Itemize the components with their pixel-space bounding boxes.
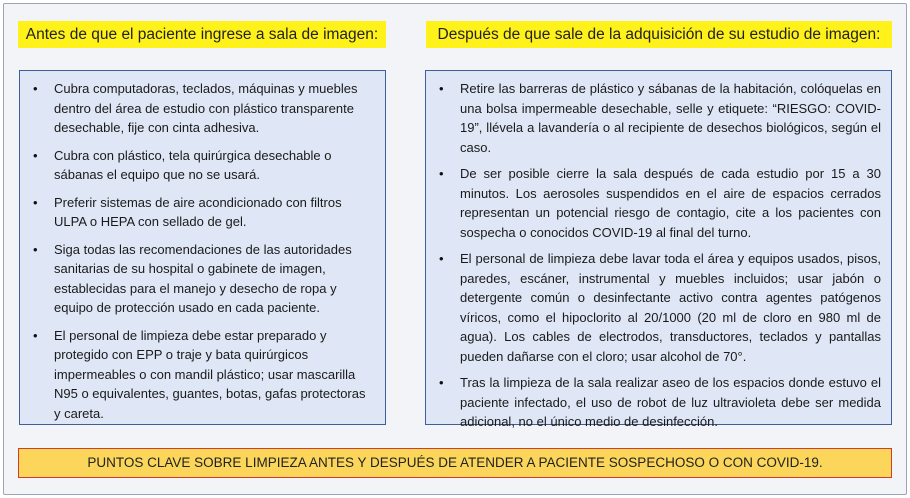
list-item-text: Siga todas las recomendaciones de las autoridades sanitarias de su hospital o gabinete de imagen, establecidas para el manejo y desecho de ropa y equipo de protección usado en cada paciente. [54,241,352,315]
bullet-icon: • [439,81,444,96]
list-item-text: Preferir sistemas de aire acondicionado con filtros ULPA o HEPA con sellado de gel. [54,194,342,229]
list-item [28,193,375,232]
bullet-icon: • [33,241,38,257]
list-item [28,240,375,318]
list-item-text: Cubra computadoras, teclados, máquinas y muebles dentro del área de estudio con plástico transparente desechable, fije con cinta adhesiva. [54,81,358,135]
after-header: Después de que sale de la adquisición de su estudio de imagen: [426,21,892,48]
list-item [434,79,881,157]
list-item-text: Retire las barreras de plástico y sábanas de la habitación, colóquelas en una bolsa impermeable desechable, selle y etiquete: “RIESGO: COVID-19”, llévela a lavandería o al recipiente de desechos biológicos, según el caso. [460,81,881,155]
list-item-text: De ser posible cierre la sala después de cada estudio por 15 a 30 minutos. Los aerosoles suspendidos en el aire de espacios cerrados representan un potencial riesgo de contagio, cite a los pacientes con sospecha o conocidos COVID-19 al final del turno. [460,166,881,240]
list-item [434,164,881,242]
bullet-icon: • [33,147,38,163]
bullet-icon: • [33,327,38,343]
list-item-text: El personal de limpieza debe estar preparado y protegido con EPP o traje y bata quirúrgicos impermeables o con mandil plástico; usar mascarilla N95 o equivalentes, guantes, botas, gafas protectoras y careta. [54,327,366,421]
list-item [28,146,375,185]
before-panel [19,70,386,425]
list-item [28,326,375,424]
key-points-banner: PUNTOS CLAVE SOBRE LIMPIEZA ANTES Y DESPUÉS DE ATENDER A PACIENTE SOSPECHOSO O CON COVID-19. [18,448,892,478]
list-item-text: Tras la limpieza de la sala realizar aseo de los espacios donde estuvo el paciente infectado, el uso de robot de luz ultravioleta debe ser medida adicional, no el único medio de desinfección. [460,375,881,429]
bullet-icon: • [439,375,444,390]
bullet-icon: • [33,81,38,96]
before-list [28,79,375,423]
before-header: Antes de que el paciente ingrese a sala de imagen: [18,21,386,48]
list-item [434,373,881,432]
bullet-icon: • [439,166,444,181]
bullet-icon: • [33,194,38,210]
after-list [434,79,881,432]
bullet-icon: • [439,251,444,266]
list-item [434,249,881,366]
list-item-text: El personal de limpieza debe lavar toda el área y equipos usados, pisos, paredes, escáner, instrumental y muebles incluidos; usar jabón o detergente común o desinfectante activo contra agentes patógenos víricos, como el hipoclorito al 20/1000 (20 ml de cloro en 980 ml de agua). Los cables de electrodos, transductores, teclados y pantallas pueden dañarse con el cloro; usar alcohol de 70°. [460,251,881,364]
after-panel [425,70,892,429]
list-item-text: Cubra con plástico, tela quirúrgica desechable o sábanas el equipo que no se usará. [54,147,332,182]
list-item [28,79,375,138]
